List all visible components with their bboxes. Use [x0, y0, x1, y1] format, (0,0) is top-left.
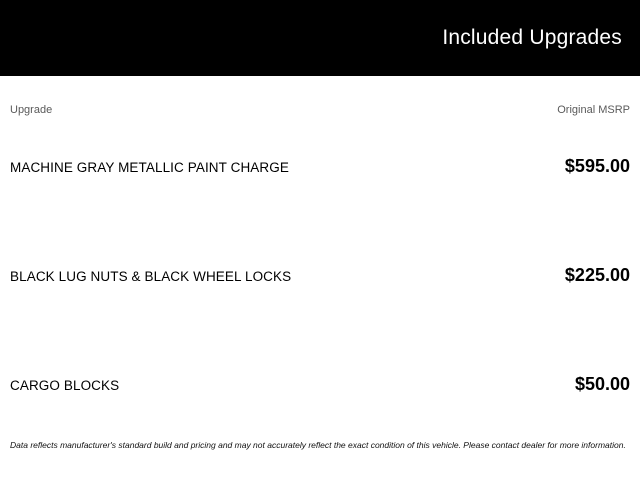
column-header-msrp: Original MSRP: [557, 104, 630, 116]
upgrade-price: $50.00: [574, 374, 630, 394]
page-header: [0, 0, 640, 76]
upgrade-name: BLACK LUG NUTS & BLACK WHEEL LOCKS: [10, 269, 292, 284]
table-row: [10, 340, 630, 449]
disclaimer-text: Data reflects manufacturer's standard build and pricing and may not accurately reflect the exact condition of this vehicle. Please contact dealer for more information.: [10, 440, 626, 450]
upgrades-content: [0, 76, 640, 449]
upgrades-list: [10, 122, 630, 449]
table-row: [10, 231, 630, 340]
upgrade-price: $225.00: [564, 265, 630, 285]
table-row: [10, 122, 630, 231]
page-title: Included Upgrades: [442, 26, 622, 49]
upgrade-name: CARGO BLOCKS: [10, 378, 120, 393]
column-header-upgrade: Upgrade: [10, 104, 53, 116]
upgrade-name: MACHINE GRAY METALLIC PAINT CHARGE: [10, 160, 289, 175]
table-header-row: [10, 76, 630, 116]
upgrade-price: $595.00: [564, 156, 630, 176]
